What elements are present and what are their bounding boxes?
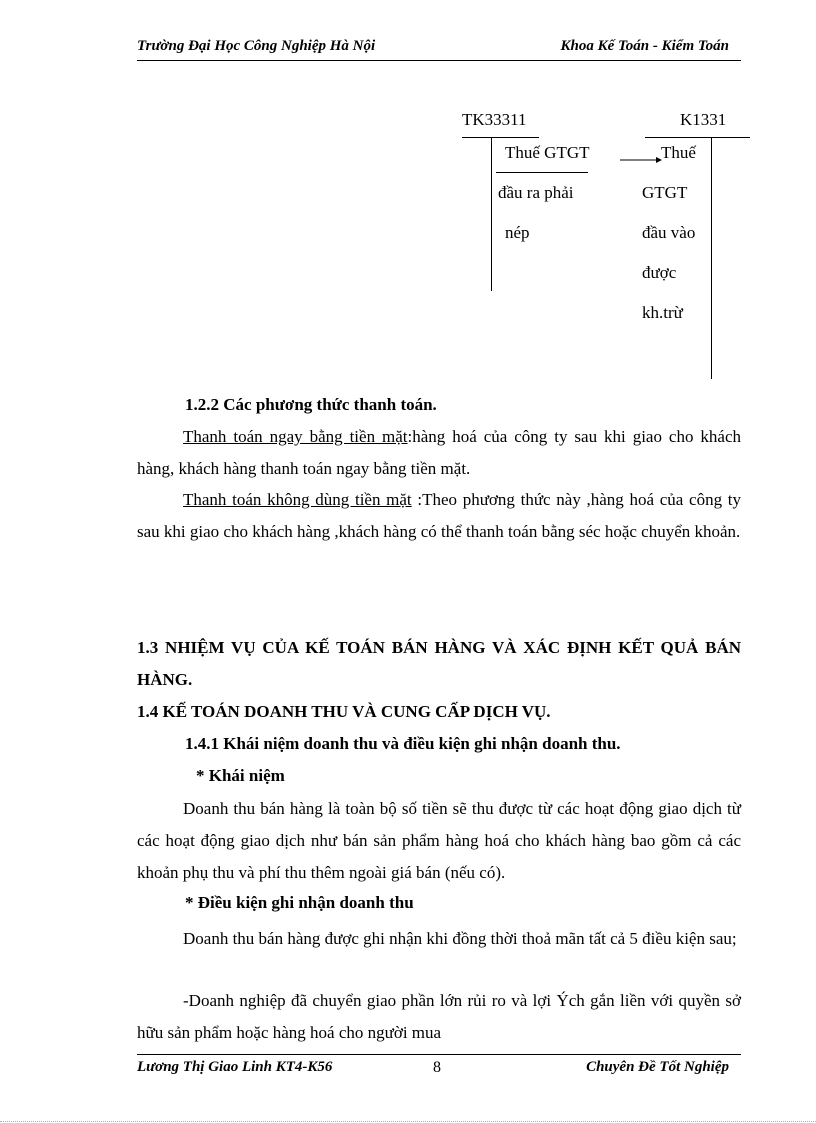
right-entry-line-5: kh.trừ bbox=[642, 303, 683, 322]
t-account-right-top-line bbox=[645, 137, 750, 138]
right-entry-line-1: Thuế bbox=[661, 143, 696, 162]
condition-title: * Điều kiện ghi nhận doanh thu bbox=[185, 893, 414, 912]
text-cash-payment: :hàng hoá của công ty sau khi giao cho khách hàng, khách hàng thanh toán ngay bằng tiền mặt. bbox=[137, 427, 741, 478]
left-entry-underline bbox=[496, 172, 588, 173]
paragraph-condition-1: -Doanh nghiệp đã chuyển giao phần lớn rủi ro và lợi Ých gắn liền với quyền sở hữu sản phẩm hoặc hàng hoá cho người mua bbox=[137, 991, 741, 1042]
left-entry-line-2: đầu ra phải bbox=[498, 183, 574, 202]
text-non-cash-payment: :Theo phương thức này ,hàng hoá của công ty sau khi giao cho khách hàng ,khách hàng có thể thanh toán bằng séc hoặc chuyển khoản. bbox=[137, 490, 741, 541]
t-account-right-vertical-line bbox=[711, 137, 712, 379]
header-faculty: Khoa Kế Toán - Kiểm Toán bbox=[560, 38, 729, 54]
left-entry-line-1: Thuế GTGT bbox=[505, 143, 590, 162]
paragraph-revenue-condition: Doanh thu bán hàng được ghi nhận khi đồng thời thoả mãn tất cả 5 điều kiện sau; bbox=[183, 929, 737, 948]
account-label-right: K1331 bbox=[680, 110, 727, 129]
footer-title: Chuyên Đề Tốt Nghiệp bbox=[586, 1059, 729, 1075]
page-footer bbox=[137, 1054, 741, 1083]
paragraph-revenue-concept: Doanh thu bán hàng là toàn bộ số tiền sẽ thu được từ các hoạt động giao dịch từ các hoạt động giao dịch như bán sản phẩm hàng hoá cho khách hàng bao gồm cả các khoản phụ thu và phí thu thêm ngoài giá bán (nếu có). bbox=[137, 799, 741, 882]
term-cash-payment: Thanh toán ngay bằng tiền mặt bbox=[183, 427, 408, 446]
footer-author: Lương Thị Giao Linh KT4-K56 bbox=[137, 1059, 333, 1075]
right-entry-line-4: được bbox=[642, 263, 677, 282]
heading-1-2-2: 1.2.2 Các phương thức thanh toán. bbox=[185, 395, 437, 414]
t-account-left-top-line bbox=[462, 137, 539, 138]
page-bottom-divider bbox=[0, 1121, 816, 1122]
t-account-diagram bbox=[0, 0, 816, 400]
transfer-arrow-icon bbox=[620, 155, 662, 165]
term-non-cash-payment: Thanh toán không dùng tiền mặt bbox=[183, 490, 412, 509]
concept-title: * Khái niệm bbox=[196, 766, 285, 785]
paragraph-cash-payment bbox=[137, 421, 741, 485]
header-school: Trường Đại Học Công Nghiệp Hà Nội bbox=[137, 38, 376, 54]
account-label-left: TK33311 bbox=[462, 110, 527, 129]
heading-1-4: 1.4 KẾ TOÁN DOANH THU VÀ CUNG CẤP DỊCH VỤ. bbox=[137, 702, 551, 721]
left-entry-line-3: nép bbox=[505, 223, 530, 242]
right-entry-line-2: GTGT bbox=[642, 183, 688, 202]
right-entry-line-3: đầu vào bbox=[642, 223, 696, 242]
paragraph-non-cash-payment bbox=[137, 484, 741, 548]
heading-1-3: 1.3 NHIỆM VỤ CỦA KẾ TOÁN BÁN HÀNG VÀ XÁC ĐỊNH KẾT QUẢ BÁN HÀNG. bbox=[137, 638, 741, 689]
t-account-left-vertical-line bbox=[491, 137, 492, 291]
page-number: 8 bbox=[433, 1059, 441, 1076]
heading-1-4-1: 1.4.1 Khái niệm doanh thu và điều kiện ghi nhận doanh thu. bbox=[185, 734, 621, 753]
